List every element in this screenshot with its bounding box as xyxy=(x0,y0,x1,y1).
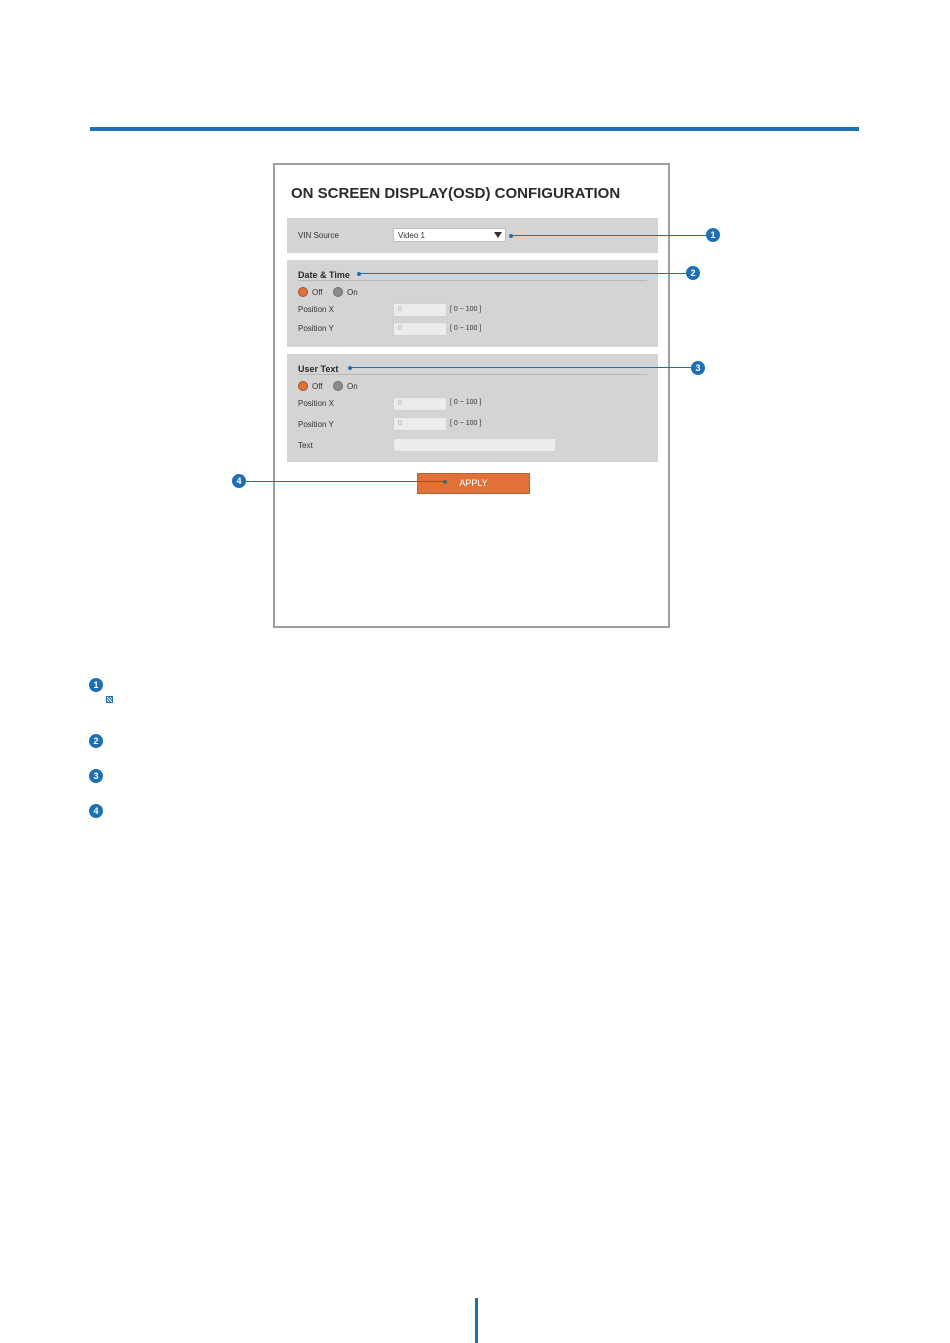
date-time-position-y-range: [ 0 ~ 100 ] xyxy=(450,325,482,332)
date-time-on-label: On xyxy=(347,288,358,297)
note-icon xyxy=(106,696,113,703)
user-text-position-y-range: [ 0 ~ 100 ] xyxy=(450,420,482,427)
date-time-position-y-label: Position Y xyxy=(298,324,334,333)
date-time-off-radio[interactable] xyxy=(298,287,308,297)
user-text-text-label: Text xyxy=(298,441,313,450)
vin-source-select[interactable] xyxy=(393,228,506,242)
date-time-position-y-input[interactable]: 0 xyxy=(393,322,447,336)
apply-button[interactable]: APPLY xyxy=(417,473,530,494)
date-time-heading: Date & Time xyxy=(298,270,350,280)
user-text-section xyxy=(287,354,658,462)
user-text-position-x-input[interactable]: 0 xyxy=(393,397,447,411)
callout-badge-1: 1 xyxy=(706,228,720,242)
user-text-off-label: Off xyxy=(312,382,323,391)
user-text-on-label: On xyxy=(347,382,358,391)
section-divider xyxy=(298,374,647,375)
chevron-down-icon xyxy=(494,232,502,238)
legend-badge-3: 3 xyxy=(89,769,103,783)
user-text-heading: User Text xyxy=(298,364,339,374)
user-text-position-y-input[interactable]: 0 xyxy=(393,417,447,431)
callout-line xyxy=(350,367,691,368)
callout-line xyxy=(359,273,686,274)
callout-badge-2: 2 xyxy=(686,266,700,280)
vin-source-label: VIN Source xyxy=(298,231,339,240)
user-text-position-y-label: Position Y xyxy=(298,420,334,429)
bottom-rule xyxy=(475,1298,478,1343)
user-text-text-input[interactable] xyxy=(393,438,556,452)
user-text-off-radio[interactable] xyxy=(298,381,308,391)
legend-badge-2: 2 xyxy=(89,734,103,748)
date-time-off-label: Off xyxy=(312,288,323,297)
date-time-position-x-range: [ 0 ~ 100 ] xyxy=(450,306,482,313)
vin-source-value: Video 1 xyxy=(398,231,425,240)
top-rule xyxy=(90,127,859,131)
user-text-on-radio[interactable] xyxy=(333,381,343,391)
date-time-position-x-label: Position X xyxy=(298,305,335,314)
callout-badge-3: 3 xyxy=(691,361,705,375)
osd-config-panel xyxy=(273,163,670,628)
user-text-position-x-label: Position X xyxy=(298,399,335,408)
legend-badge-1: 1 xyxy=(89,678,103,692)
section-divider xyxy=(298,280,647,281)
date-time-on-radio[interactable] xyxy=(333,287,343,297)
callout-line xyxy=(511,235,706,236)
legend-badge-4: 4 xyxy=(89,804,103,818)
callout-badge-4: 4 xyxy=(232,474,246,488)
date-time-position-x-input[interactable]: 0 xyxy=(393,303,447,317)
callout-dot xyxy=(443,480,447,484)
page-title: ON SCREEN DISPLAY(OSD) CONFIGURATION xyxy=(291,185,621,202)
callout-line xyxy=(246,481,443,482)
user-text-position-x-range: [ 0 ~ 100 ] xyxy=(450,399,482,406)
